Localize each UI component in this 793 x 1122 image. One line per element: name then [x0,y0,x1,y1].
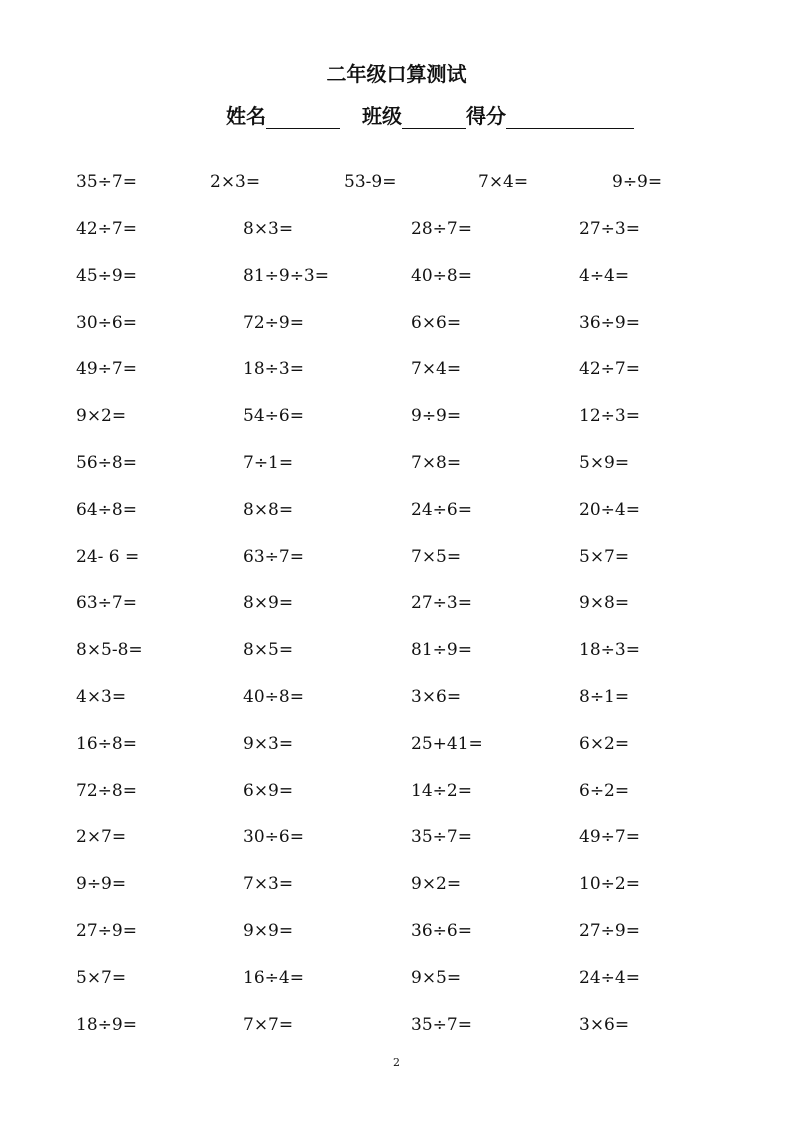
problem: 16÷4= [243,967,304,988]
problem: 6×9= [243,780,294,801]
problem: 5×9= [579,452,630,473]
problem: 12÷3= [579,406,640,427]
problem: 20÷4= [579,499,640,520]
problem: 7×5= [411,546,462,567]
problem: 7×3= [243,874,294,895]
problem-row [0,313,793,360]
problem: 8×8= [243,499,294,520]
student-info [226,100,634,129]
problem: 16÷8= [76,733,137,754]
problem: 6×6= [411,312,462,333]
problem: 40÷8= [411,265,472,286]
problem: 56÷8= [76,452,137,473]
problem: 81÷9÷3= [243,265,329,286]
problem: 8×3= [243,219,294,239]
problem-row [0,734,793,781]
problem: 54÷6= [243,406,304,427]
problem: 5×7= [76,967,127,988]
problem: 18÷3= [243,359,304,380]
problem: 9×9= [243,920,294,941]
problem: 35÷7= [76,172,137,192]
problem: 30÷6= [243,827,304,848]
page-title: 二年级口算测试 [326,62,467,86]
problem: 7×4= [478,172,529,192]
problem: 7×8= [411,452,462,473]
problem-row [0,406,793,453]
problem: 8×5-8= [76,640,143,661]
problem: 2×3= [210,172,261,192]
problem: 27÷3= [579,219,640,239]
page-number: 2 [393,1056,400,1069]
problem: 53-9= [344,172,397,192]
problem: 9÷9= [76,874,127,895]
problem: 14÷2= [411,780,472,801]
problem-row [0,547,793,594]
class-blank[interactable] [402,104,466,129]
problem: 72÷8= [76,780,137,801]
problem: 25+41= [411,733,483,754]
problem: 9×8= [579,593,630,614]
problem: 6×2= [579,733,630,754]
problem-row [0,593,793,640]
problem-row [0,921,793,968]
problem-row [0,827,793,874]
name-label: 姓名 [226,104,266,128]
problem: 9×5= [411,967,462,988]
problem-grid [0,219,793,1061]
problem: 7×4= [411,359,462,380]
name-blank[interactable] [266,104,340,129]
problem: 2×7= [76,827,127,848]
problem: 35÷7= [411,1014,472,1035]
problem: 27÷9= [76,920,137,941]
problem: 64÷8= [76,499,137,520]
problem: 3×6= [411,686,462,707]
problem: 30÷6= [76,312,137,333]
problem: 81÷9= [411,640,472,661]
problem: 27÷3= [411,593,472,614]
problem-row [0,640,793,687]
problem-row [0,359,793,406]
problem: 42÷7= [76,219,137,239]
problem-row [0,687,793,734]
problem-row [0,219,793,266]
problem: 28÷7= [411,219,472,239]
problem: 27÷9= [579,920,640,941]
problem: 7÷1= [243,452,294,473]
problem: 24- 6 = [76,546,140,567]
problem-row [0,781,793,828]
problem: 18÷3= [579,640,640,661]
problem: 45÷9= [76,265,137,286]
problem: 8×9= [243,593,294,614]
problem: 35÷7= [411,827,472,848]
score-label: 得分 [466,104,506,128]
problem: 9×2= [411,874,462,895]
problem: 72÷9= [243,312,304,333]
problem: 24÷4= [579,967,640,988]
problem: 63÷7= [76,593,137,614]
problem: 18÷9= [76,1014,137,1035]
problem: 9÷9= [411,406,462,427]
first-problem-row [0,172,793,196]
problem-row [0,968,793,1015]
problem: 4×3= [76,686,127,707]
problem-row [0,453,793,500]
problem: 10÷2= [579,874,640,895]
problem: 8÷1= [579,686,630,707]
problem: 24÷6= [411,499,472,520]
problem: 5×7= [579,546,630,567]
problem-row [0,266,793,313]
problem: 36÷9= [579,312,640,333]
problem: 36÷6= [411,920,472,941]
problem: 7×7= [243,1014,294,1035]
problem: 4÷4= [579,265,630,286]
problem: 63÷7= [243,546,304,567]
problem: 9÷9= [612,172,663,192]
problem: 6÷2= [579,780,630,801]
problem: 40÷8= [243,686,304,707]
problem-row [0,1015,793,1062]
problem: 8×5= [243,640,294,661]
class-label: 班级 [362,104,402,128]
problem-row [0,874,793,921]
problem: 3×6= [579,1014,630,1035]
problem: 9×3= [243,733,294,754]
problem: 42÷7= [579,359,640,380]
problem: 9×2= [76,406,127,427]
problem-row [0,500,793,547]
problem: 49÷7= [579,827,640,848]
problem: 49÷7= [76,359,137,380]
score-blank[interactable] [506,104,634,129]
